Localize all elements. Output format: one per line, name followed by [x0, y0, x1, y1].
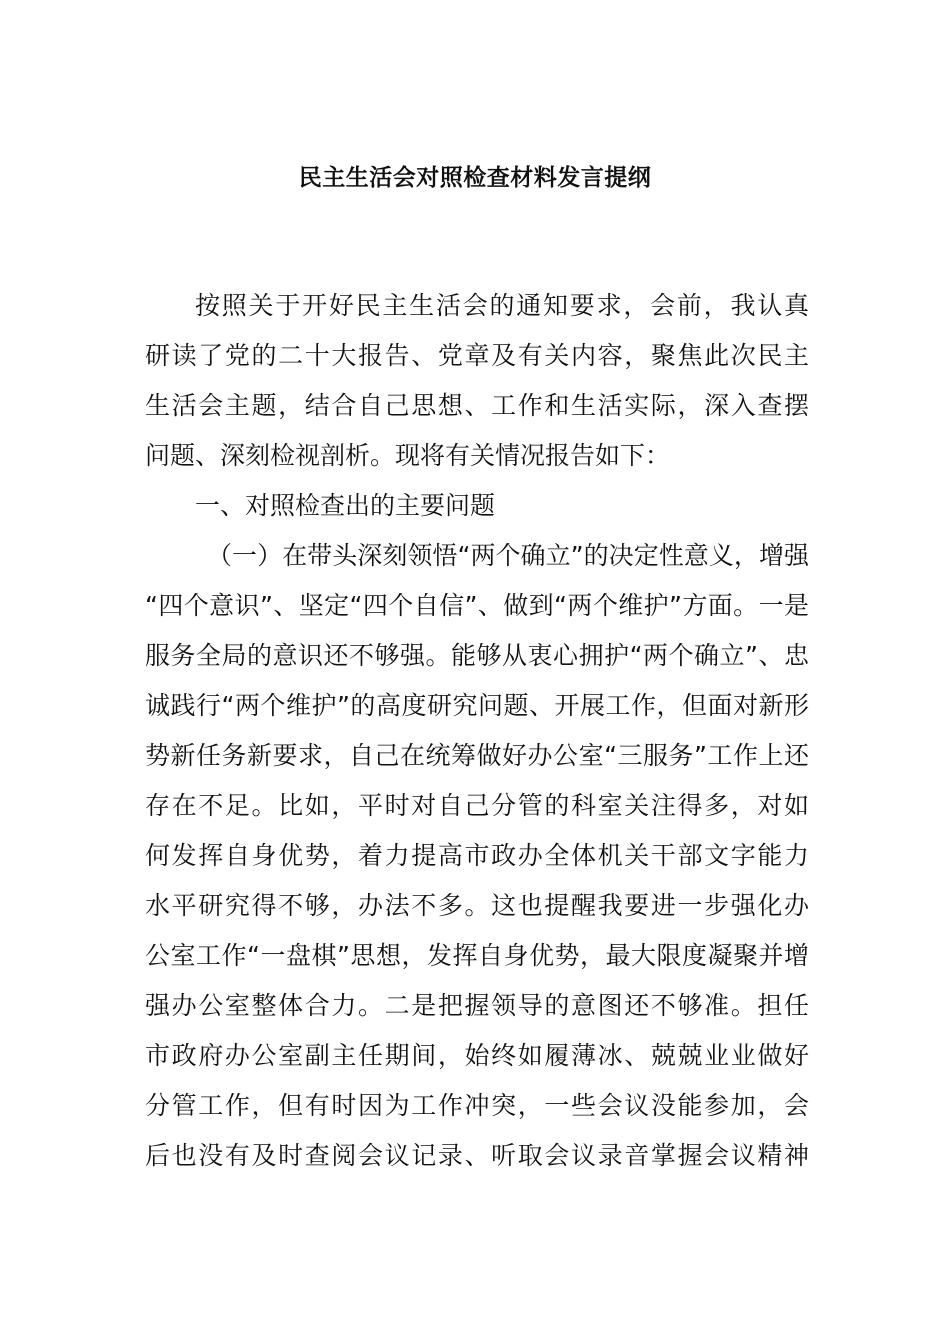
- paragraph-line: 按照关于开好民主生活会的通知要求，会前，我认真: [195, 291, 809, 320]
- paragraph-line: 服务全局的意识还不够强。能够从衷心拥护“两个确立”、忠: [145, 641, 809, 670]
- document-title: 民主生活会对照检查材料发言提纲: [298, 165, 652, 191]
- paragraph-line: 水平研究得不够，办法不多。这也提醒我要进一步强化办: [145, 891, 809, 920]
- paragraph-line: 何发挥自身优势，着力提高市政办全体机关干部文字能力: [145, 841, 809, 870]
- paragraph-line: 生活会主题，结合自己思想、工作和生活实际，深入查摆: [145, 391, 809, 420]
- paragraph-line: 市政府办公室副主任期间，始终如履薄冰、兢兢业业做好: [145, 1041, 809, 1070]
- section-heading: 一、对照检查出的主要问题: [195, 491, 496, 520]
- paragraph-line: 诚践行“两个维护”的高度研究问题、开展工作，但面对新形: [145, 691, 809, 720]
- paragraph-line: 势新任务新要求，自己在统筹做好办公室“三服务”工作上还: [145, 741, 809, 770]
- paragraph-line: 分管工作，但有时因为工作冲突，一些会议没能参加，会: [145, 1091, 809, 1120]
- document-body: [145, 281, 809, 1181]
- paragraph-line: “四个意识”、坚定“四个自信”、做到“两个维护”方面。一是: [145, 591, 809, 620]
- paragraph-line: 存在不足。比如，平时对自己分管的科室关注得多，对如: [145, 791, 809, 820]
- paragraph-line: 后也没有及时查阅会议记录、听取会议录音掌握会议精神: [145, 1141, 809, 1170]
- paragraph-line: 强办公室整体合力。二是把握领导的意图还不够准。担任: [145, 991, 809, 1020]
- paragraph-line: 问题、深刻检视剖析。现将有关情况报告如下：: [145, 441, 671, 470]
- paragraph-line: （一）在带头深刻领悟“两个确立”的决定性意义，增强: [207, 541, 809, 570]
- paragraph-line: 研读了党的二十大报告、党章及有关内容，聚焦此次民主: [145, 341, 809, 370]
- paragraph-line: 公室工作“一盘棋”思想，发挥自身优势，最大限度凝聚并增: [145, 941, 809, 970]
